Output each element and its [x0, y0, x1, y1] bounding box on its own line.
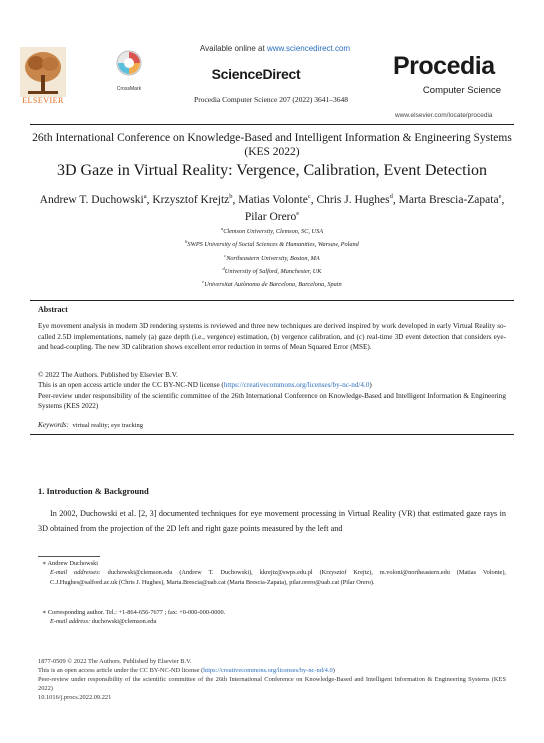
available-online: Available online at www.sciencedirect.com: [199, 44, 351, 53]
footnote-emails: E-mail addresses: duchowski@clemson.edu (Andrew T. Duchowski), kkrejtz@swps.edu.pl (Krzysztof Krejtz), m.voloni@northeastern.edu (Matias Volonte), C.J.Hughes@salford.ac.uk (Chris J. Hughes), Marta.Brescia@uab.cat (Marta Brescia-Zapata), pilar.orero@uab.cat (Pilar Orero).: [50, 569, 506, 586]
affiliation-line: $^d$University of Salford, Manchester, UK: [222, 265, 322, 275]
affiliation-list: [30, 224, 514, 290]
doi-line[interactable]: 10.1016/j.procs.2022.09.221: [38, 694, 112, 701]
corresponding-email: E-mail address: duchowski@clemson.edu: [50, 618, 157, 626]
affiliation-line: $^a$Clemson University, Clemson, SC, USA: [220, 226, 324, 236]
footnote-authors: [38, 559, 506, 587]
crossmark-label: CrossMark: [116, 86, 142, 92]
journal-reference: Procedia Computer Science 207 (2022) 3641–3648: [194, 95, 348, 104]
keywords-label: Keywords:: [38, 421, 69, 429]
sciencedirect-brand: ScienceDirect: [211, 66, 301, 82]
peer-review-line: Peer-review under responsibility of the scientific committee of the 26th International Conference on Knowledge-Based and Intelligent Information & Engineering Systems (KES 2022): [38, 391, 506, 411]
sciencedirect-link[interactable]: www.sciencedirect.com: [266, 44, 351, 53]
abstract-heading: Abstract: [38, 305, 68, 314]
procedia-title: Procedia: [393, 52, 495, 80]
intro-paragraph: In 2002, Duchowski et al. [2, 3] documented techniques for eye movement processing in Virtual Reality (VR) that estimated gaze rays in 3D obtained from the projection of the 2D left and right gaze points measured by the left and: [38, 509, 506, 533]
author-affiliation-marker: c: [307, 193, 311, 200]
affiliation-line: $^e$Universitat Autònoma de Barcelona, Barcelona, Spain: [202, 279, 342, 289]
publication-info: [38, 657, 506, 702]
bottom-peer-review: Peer-review under responsibility of the scientific committee of the 26th International Conference on Knowledge-Based and Intelligent Information & Engineering Systems (KES 2022): [38, 676, 506, 692]
footnote-author-line: ∗ Andrew Duchowski: [42, 560, 99, 567]
abstract-body: Eye movement analysis in modern 3D rendering systems is reviewed and three new techniques are derived inspired by work developed in early Virtual Reality so-called 2.5D implementations, namely (a) gaze depth (i.e., vergence) estimation, (b) vergence calibration, and (c) real-time 3D event detection that considers eye- and head-coupling. The new 3D calibration shows excellent error reduction in terms of Mean Squared Error (MSE).: [38, 322, 506, 351]
author-name: Pilar Orero: [244, 210, 297, 223]
section-heading: 1. Introduction & Background: [38, 486, 149, 496]
author-name: Matias Volonte: [238, 193, 308, 206]
affiliation-line: $^b$SWPS University of Social Sciences & Humanities, Warsaw, Poland: [185, 239, 359, 249]
corresponding-line: ∗ Corresponding author. Tel.: +1-864-656-7677 ; fax: +0-000-000-0000.: [42, 609, 226, 616]
affiliation-line: $^c$Northeastern University, Boston, MA: [224, 252, 320, 262]
author-name: Marta Brescia-Zapata: [398, 193, 499, 206]
footnote-rule: [38, 556, 100, 557]
author-affiliation-marker: e: [296, 209, 300, 217]
author-name: Andrew T. Duchowski: [39, 193, 144, 206]
author-affiliation-marker: e: [498, 193, 502, 200]
conference-name: 26th International Conference on Knowledge-Based and Intelligent Information & Engineering Systems (KES 2022): [32, 132, 512, 158]
elsevier-wordmark: ELSEVIER: [22, 96, 64, 105]
license-link[interactable]: https://creativecommons.org/licenses/by-nc-nd/4.0: [223, 381, 370, 390]
author-name: Krzysztof Krejtz: [152, 193, 230, 206]
author-affiliation-marker: d: [389, 193, 393, 200]
author-list: Andrew T. Duchowski$^a$, Krzysztof Krejtz$^b$, Matias Volonte$^c$, Chris J. Hughes$^d$, Marta Brescia-Zapata$^e$, Pilar Orero$^e$: [39, 193, 505, 223]
copyright-line: © 2022 The Authors. Published by Elsevier B.V.: [38, 371, 178, 379]
footnote-corresponding: [38, 608, 506, 627]
crossmark-icon[interactable]: [116, 50, 142, 86]
abstract-rule: [30, 300, 514, 301]
author-name: Chris J. Hughes: [316, 193, 390, 206]
keywords-rule: [30, 434, 514, 435]
author-affiliation-marker: a: [143, 193, 147, 200]
journal-url[interactable]: www.elsevier.com/locate/procedia: [395, 112, 493, 119]
paper-title: 3D Gaze in Virtual Reality: Vergence, Calibration, Event Detection: [56, 162, 488, 179]
author-affiliation-marker: b: [229, 193, 233, 200]
bottom-license-line: This is an open access article under the CC BY-NC-ND license (https://creativecommons.org/licenses/by-nc-nd/4.0): [38, 667, 335, 674]
issn-line: 1877-0509 © 2022 The Authors. Published by Elsevier B.V.: [38, 658, 192, 665]
keywords-value: virtual reality; eye tracking: [72, 422, 144, 429]
header-rule: [30, 124, 514, 125]
copyright-block: [38, 370, 506, 412]
bottom-license-link[interactable]: https://creativecommons.org/licenses/by-nc-nd/4.0: [203, 667, 333, 674]
license-line: This is an open access article under the CC BY-NC-ND license (https://creativecommons.org/licenses/by-nc-nd/4.0): [38, 381, 372, 390]
keywords-line: [38, 421, 506, 429]
procedia-subtitle: Computer Science: [422, 85, 502, 96]
